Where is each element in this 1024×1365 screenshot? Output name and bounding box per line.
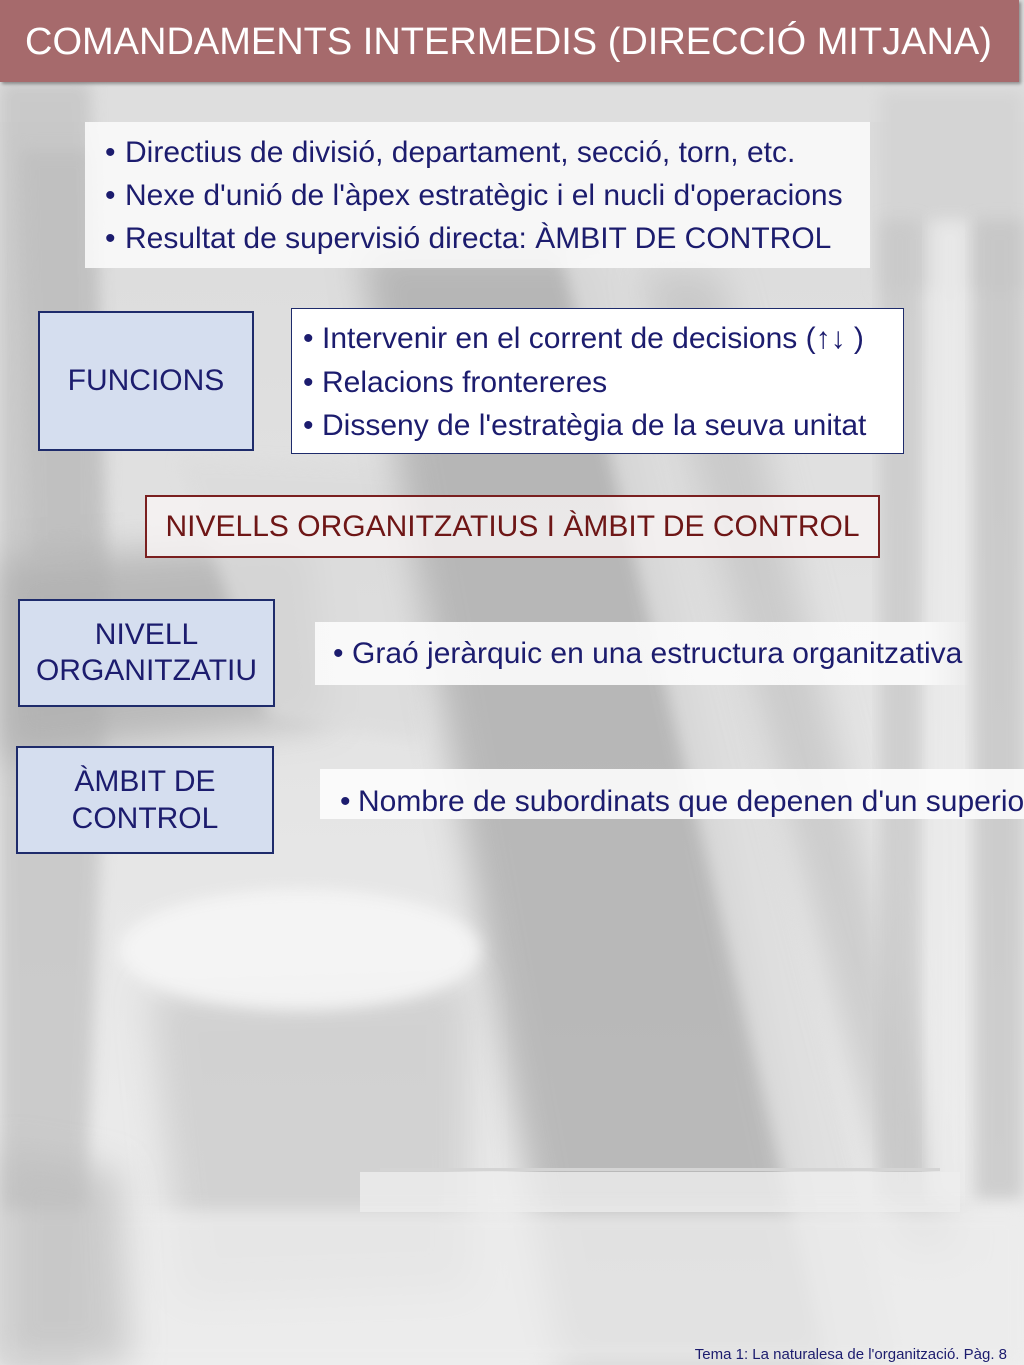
section-heading-box [145,495,880,558]
section-heading: NIVELLS ORGANITZATIUS I ÀMBIT DE CONTROL [165,509,860,543]
list-item-text: Disseny de l'estratègia de la seuva unitat [322,409,867,442]
funcions-label-box [38,311,254,451]
nivell-organitzatiu-label-line2: ORGANITZATIU [35,654,258,687]
nivell-organitzatiu-definition [315,622,970,685]
list-item-text: Relacions frontereres [322,365,608,399]
list-item [303,317,903,361]
title-bar [0,0,1019,82]
list-item [303,361,903,405]
ambit-de-control-label-line1: ÀMBIT DE [74,765,216,798]
definition-text: Graó jeràrquic en una estructura organitzativa [352,637,963,670]
list-item-text: Resultat de supervisió directa: ÀMBIT DE CONTROL [125,222,832,255]
up-down-arrows-icon: ↑↓ [815,322,846,355]
list-item [105,131,870,174]
funcions-label: FUNCIONS [67,364,225,397]
slide-title: COMANDAMENTS INTERMEDIS (DIRECCIÓ MITJANA) [25,21,992,63]
bullet: • [333,637,344,670]
nivell-organitzatiu-label-line1: NIVELL [94,618,199,651]
ambit-de-control-definition [320,769,1024,819]
background-shape [0,82,1024,122]
ambit-de-control-label-box [16,746,274,854]
background-shape [975,220,1024,1200]
list-item [105,174,870,217]
footer-page-info: Tema 1: La naturalesa de l'organització. Pàg. 8 [694,1346,1007,1363]
list-item-text: Nexe d'unió de l'àpex estratègic i el nucli d'operacions [125,179,843,212]
list-item [303,404,903,448]
list-item-text-suffix: ) [845,322,864,355]
bullet: • [340,785,351,818]
list-item-text: Intervenir en el corrent de decisions ( [322,322,816,355]
background-shape [930,220,970,1200]
bullet: • [303,409,314,442]
bullet: • [303,365,314,399]
bullet: • [105,136,116,169]
nivell-organitzatiu-label-box [18,599,275,707]
background-shape [0,1150,130,1365]
funcions-bullet-list [291,308,904,454]
intro-bullet-list [85,122,870,268]
background-shape [120,890,480,1010]
list-item [105,217,870,260]
list-item-text: Directius de divisió, departament, secció, torn, etc. [125,136,796,169]
ambit-de-control-label-line2: CONTROL [71,802,219,835]
background-shape [380,1168,940,1171]
bullet: • [303,322,314,355]
bullet: • [105,179,116,212]
background-shape [360,1172,960,1212]
background-shape [0,1210,1024,1365]
definition-text: Nombre de subordinats que depenen d'un superio [358,785,1024,818]
bullet: • [105,222,116,255]
